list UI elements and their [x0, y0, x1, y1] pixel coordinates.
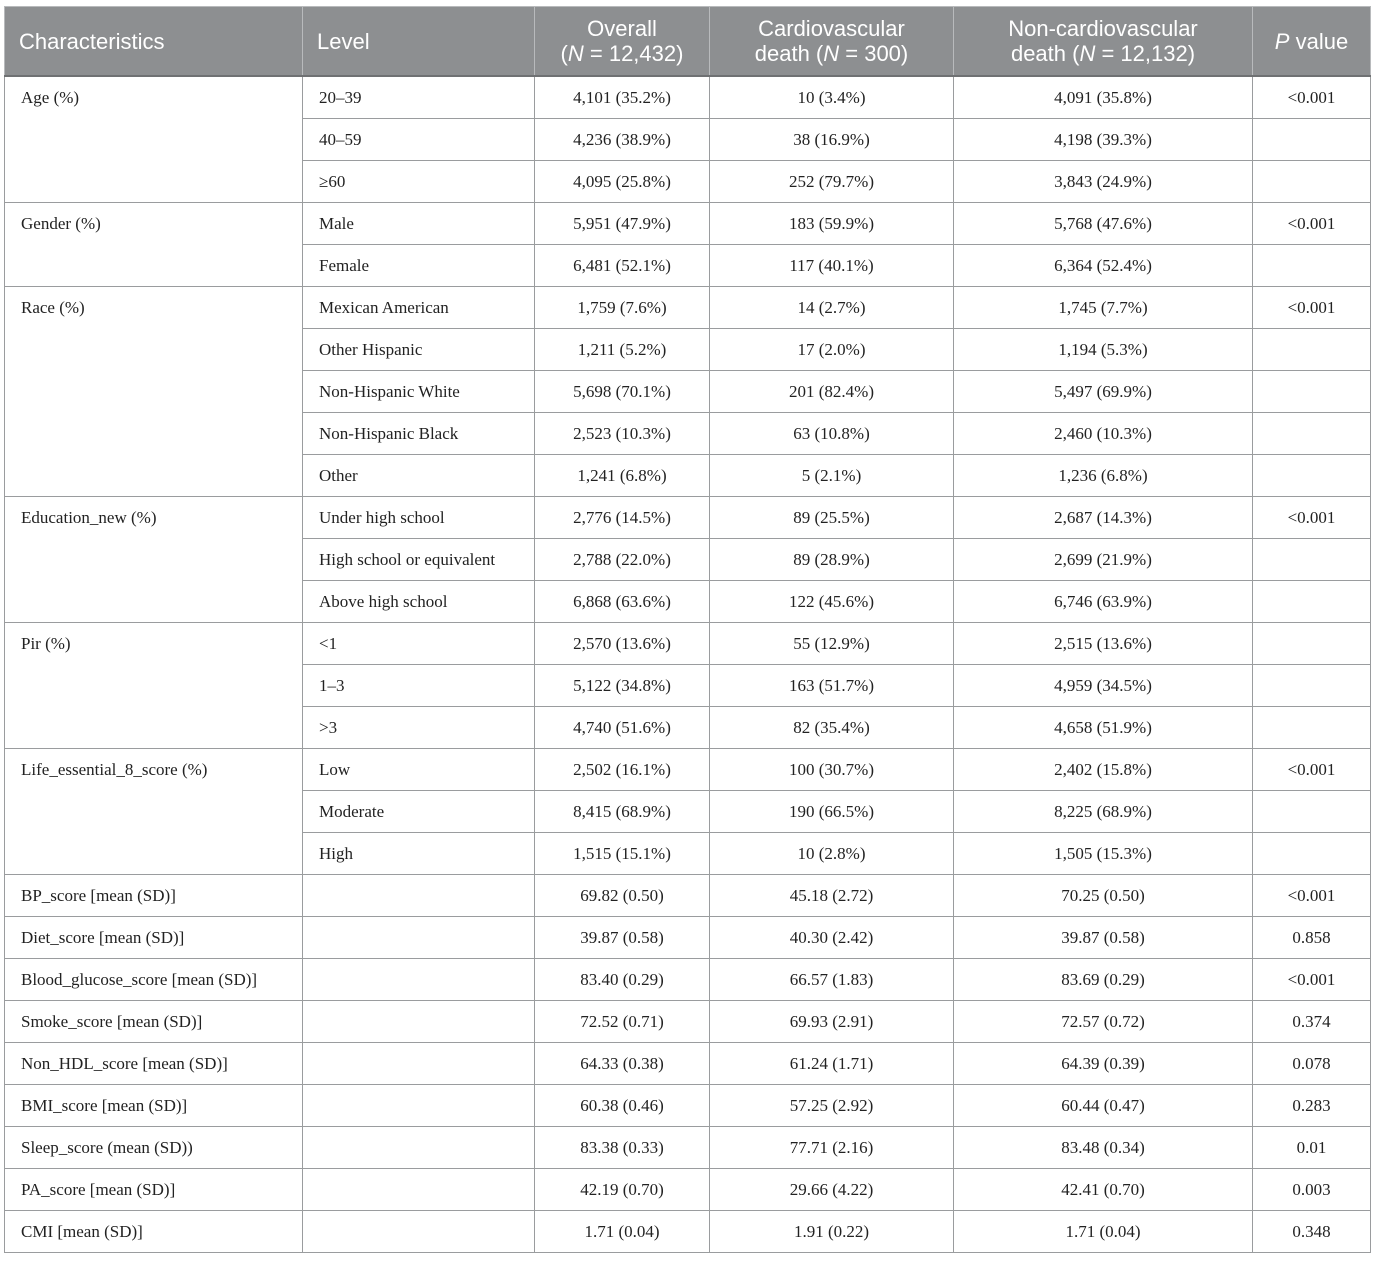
cell-overall: 2,776 (14.5%)	[535, 497, 710, 539]
cell-noncv-death: 6,746 (63.9%)	[954, 581, 1253, 623]
row-level	[303, 959, 535, 1001]
header-pvalue	[1253, 7, 1371, 77]
cell-pvalue: <0.001	[1253, 287, 1371, 329]
cell-noncv-death: 83.48 (0.34)	[954, 1127, 1253, 1169]
cell-pvalue: <0.001	[1253, 203, 1371, 245]
header-cv-pre: death (	[754, 41, 824, 66]
cell-pvalue	[1253, 623, 1371, 665]
cell-pvalue: <0.001	[1253, 875, 1371, 917]
cell-overall: 60.38 (0.46)	[535, 1085, 710, 1127]
row-level	[303, 1127, 535, 1169]
row-characteristic: Life_essential_8_score (%)	[5, 749, 303, 875]
cell-overall: 4,101 (35.2%)	[535, 76, 710, 119]
cell-cv-death: 14 (2.7%)	[710, 287, 954, 329]
header-noncv-line1: Non-cardiovascular	[1008, 16, 1198, 41]
table-row	[5, 959, 1371, 1001]
row-level: Above high school	[303, 581, 535, 623]
table-row	[5, 1127, 1371, 1169]
cell-noncv-death: 72.57 (0.72)	[954, 1001, 1253, 1043]
cell-cv-death: 82 (35.4%)	[710, 707, 954, 749]
row-level: Other	[303, 455, 535, 497]
cell-pvalue	[1253, 245, 1371, 287]
cell-pvalue: 0.374	[1253, 1001, 1371, 1043]
header-pvalue-rest: value	[1289, 28, 1349, 54]
cell-pvalue	[1253, 119, 1371, 161]
cell-overall: 64.33 (0.38)	[535, 1043, 710, 1085]
row-characteristic: Age (%)	[5, 76, 303, 203]
cell-noncv-death: 2,402 (15.8%)	[954, 749, 1253, 791]
row-level: Non-Hispanic White	[303, 371, 535, 413]
cell-overall: 42.19 (0.70)	[535, 1169, 710, 1211]
cell-cv-death: 1.91 (0.22)	[710, 1211, 954, 1253]
cell-noncv-death: 1,745 (7.7%)	[954, 287, 1253, 329]
cell-pvalue	[1253, 371, 1371, 413]
row-characteristic: Blood_glucose_score [mean (SD)]	[5, 959, 303, 1001]
cell-cv-death: 69.93 (2.91)	[710, 1001, 954, 1043]
cell-overall: 72.52 (0.71)	[535, 1001, 710, 1043]
cell-pvalue: <0.001	[1253, 749, 1371, 791]
row-level: High school or equivalent	[303, 539, 535, 581]
cell-overall: 4,236 (38.9%)	[535, 119, 710, 161]
cell-pvalue: <0.001	[1253, 959, 1371, 1001]
cell-noncv-death: 60.44 (0.47)	[954, 1085, 1253, 1127]
cell-pvalue	[1253, 539, 1371, 581]
cell-overall: 1,515 (15.1%)	[535, 833, 710, 875]
row-level: Male	[303, 203, 535, 245]
table-row	[5, 203, 1371, 245]
cell-cv-death: 61.24 (1.71)	[710, 1043, 954, 1085]
table-row	[5, 875, 1371, 917]
header-overall	[535, 7, 710, 77]
cell-cv-death: 55 (12.9%)	[710, 623, 954, 665]
cell-cv-death: 66.57 (1.83)	[710, 959, 954, 1001]
cell-cv-death: 100 (30.7%)	[710, 749, 954, 791]
cell-pvalue	[1253, 581, 1371, 623]
row-level: Non-Hispanic Black	[303, 413, 535, 455]
row-level: Moderate	[303, 791, 535, 833]
table-row	[5, 497, 1371, 539]
cell-cv-death: 122 (45.6%)	[710, 581, 954, 623]
cell-noncv-death: 4,198 (39.3%)	[954, 119, 1253, 161]
cell-overall: 2,788 (22.0%)	[535, 539, 710, 581]
table-row	[5, 1211, 1371, 1253]
cell-noncv-death: 1,194 (5.3%)	[954, 329, 1253, 371]
row-characteristic: BMI_score [mean (SD)]	[5, 1085, 303, 1127]
cell-overall: 69.82 (0.50)	[535, 875, 710, 917]
table-row	[5, 1043, 1371, 1085]
cell-pvalue: <0.001	[1253, 497, 1371, 539]
cell-cv-death: 57.25 (2.92)	[710, 1085, 954, 1127]
row-characteristic: PA_score [mean (SD)]	[5, 1169, 303, 1211]
row-level: Low	[303, 749, 535, 791]
header-noncv-n: N	[1079, 41, 1096, 66]
cell-noncv-death: 8,225 (68.9%)	[954, 791, 1253, 833]
cell-noncv-death: 64.39 (0.39)	[954, 1043, 1253, 1085]
table-row	[5, 749, 1371, 791]
cell-overall: 2,570 (13.6%)	[535, 623, 710, 665]
cell-cv-death: 252 (79.7%)	[710, 161, 954, 203]
cell-overall: 5,122 (34.8%)	[535, 665, 710, 707]
cell-noncv-death: 2,687 (14.3%)	[954, 497, 1253, 539]
cell-overall: 83.38 (0.33)	[535, 1127, 710, 1169]
row-level: <1	[303, 623, 535, 665]
cell-cv-death: 163 (51.7%)	[710, 665, 954, 707]
cell-overall: 6,868 (63.6%)	[535, 581, 710, 623]
row-characteristic: CMI [mean (SD)]	[5, 1211, 303, 1253]
row-level: Mexican American	[303, 287, 535, 329]
cell-pvalue: <0.001	[1253, 76, 1371, 119]
cell-cv-death: 29.66 (4.22)	[710, 1169, 954, 1211]
cell-cv-death: 77.71 (2.16)	[710, 1127, 954, 1169]
cell-noncv-death: 1,236 (6.8%)	[954, 455, 1253, 497]
cell-cv-death: 40.30 (2.42)	[710, 917, 954, 959]
header-cv-n: N	[823, 41, 840, 66]
cell-cv-death: 183 (59.9%)	[710, 203, 954, 245]
row-characteristic: Smoke_score [mean (SD)]	[5, 1001, 303, 1043]
table-header	[5, 7, 1371, 77]
cell-cv-death: 10 (3.4%)	[710, 76, 954, 119]
row-characteristic: Sleep_score (mean (SD))	[5, 1127, 303, 1169]
cell-overall: 1,759 (7.6%)	[535, 287, 710, 329]
cell-noncv-death: 2,699 (21.9%)	[954, 539, 1253, 581]
cell-pvalue	[1253, 791, 1371, 833]
table-row	[5, 917, 1371, 959]
cell-pvalue	[1253, 833, 1371, 875]
cell-noncv-death: 4,959 (34.5%)	[954, 665, 1253, 707]
cell-noncv-death: 2,460 (10.3%)	[954, 413, 1253, 455]
cell-cv-death: 89 (25.5%)	[710, 497, 954, 539]
row-characteristic: Gender (%)	[5, 203, 303, 287]
header-noncv-death	[954, 7, 1253, 77]
cell-pvalue: 0.348	[1253, 1211, 1371, 1253]
table-row	[5, 623, 1371, 665]
row-characteristic: Non_HDL_score [mean (SD)]	[5, 1043, 303, 1085]
row-level: High	[303, 833, 535, 875]
header-noncv-pre: death (	[1010, 41, 1080, 66]
cell-noncv-death: 83.69 (0.29)	[954, 959, 1253, 1001]
cell-pvalue	[1253, 161, 1371, 203]
cell-cv-death: 38 (16.9%)	[710, 119, 954, 161]
cell-noncv-death: 2,515 (13.6%)	[954, 623, 1253, 665]
table-row	[5, 76, 1371, 119]
row-characteristic: Diet_score [mean (SD)]	[5, 917, 303, 959]
table-body	[5, 76, 1371, 1253]
row-characteristic: Education_new (%)	[5, 497, 303, 623]
row-level	[303, 875, 535, 917]
cell-noncv-death: 4,658 (51.9%)	[954, 707, 1253, 749]
cell-cv-death: 190 (66.5%)	[710, 791, 954, 833]
cell-cv-death: 63 (10.8%)	[710, 413, 954, 455]
row-level	[303, 1211, 535, 1253]
row-level: ≥60	[303, 161, 535, 203]
header-overall-post: = 12,432)	[583, 41, 684, 66]
row-level	[303, 1043, 535, 1085]
cell-noncv-death: 4,091 (35.8%)	[954, 76, 1253, 119]
row-level: Other Hispanic	[303, 329, 535, 371]
row-characteristic: Pir (%)	[5, 623, 303, 749]
cell-pvalue	[1253, 413, 1371, 455]
characteristics-table	[4, 6, 1371, 1253]
header-overall-n: N	[567, 41, 584, 66]
cell-cv-death: 89 (28.9%)	[710, 539, 954, 581]
cell-cv-death: 45.18 (2.72)	[710, 875, 954, 917]
row-level: 1–3	[303, 665, 535, 707]
row-level: 40–59	[303, 119, 535, 161]
cell-cv-death: 201 (82.4%)	[710, 371, 954, 413]
cell-noncv-death: 5,768 (47.6%)	[954, 203, 1253, 245]
header-overall-pre: (	[560, 41, 568, 66]
table-row	[5, 1085, 1371, 1127]
cell-noncv-death: 1.71 (0.04)	[954, 1211, 1253, 1253]
cell-overall: 83.40 (0.29)	[535, 959, 710, 1001]
row-level: Female	[303, 245, 535, 287]
row-characteristic: BP_score [mean (SD)]	[5, 875, 303, 917]
cell-overall: 6,481 (52.1%)	[535, 245, 710, 287]
cell-noncv-death: 39.87 (0.58)	[954, 917, 1253, 959]
cell-pvalue	[1253, 329, 1371, 371]
cell-pvalue	[1253, 707, 1371, 749]
cell-overall: 5,698 (70.1%)	[535, 371, 710, 413]
cell-overall: 1.71 (0.04)	[535, 1211, 710, 1253]
table-row	[5, 1169, 1371, 1211]
cell-noncv-death: 5,497 (69.9%)	[954, 371, 1253, 413]
cell-pvalue: 0.078	[1253, 1043, 1371, 1085]
cell-cv-death: 117 (40.1%)	[710, 245, 954, 287]
cell-noncv-death: 1,505 (15.3%)	[954, 833, 1253, 875]
row-level	[303, 1085, 535, 1127]
cell-pvalue: 0.283	[1253, 1085, 1371, 1127]
row-level	[303, 1001, 535, 1043]
cell-pvalue: 0.01	[1253, 1127, 1371, 1169]
cell-cv-death: 5 (2.1%)	[710, 455, 954, 497]
header-pvalue-p: P	[1274, 28, 1290, 54]
cell-cv-death: 10 (2.8%)	[710, 833, 954, 875]
cell-noncv-death: 3,843 (24.9%)	[954, 161, 1253, 203]
cell-overall: 4,740 (51.6%)	[535, 707, 710, 749]
cell-noncv-death: 70.25 (0.50)	[954, 875, 1253, 917]
row-level	[303, 917, 535, 959]
row-level: 20–39	[303, 76, 535, 119]
cell-overall: 2,502 (16.1%)	[535, 749, 710, 791]
cell-pvalue	[1253, 665, 1371, 707]
header-overall-line1: Overall	[587, 16, 657, 41]
cell-pvalue: 0.858	[1253, 917, 1371, 959]
cell-overall: 4,095 (25.8%)	[535, 161, 710, 203]
cell-overall: 39.87 (0.58)	[535, 917, 710, 959]
table-row	[5, 1001, 1371, 1043]
cell-overall: 5,951 (47.9%)	[535, 203, 710, 245]
header-cv-death	[710, 7, 954, 77]
cell-noncv-death: 6,364 (52.4%)	[954, 245, 1253, 287]
row-level: Under high school	[303, 497, 535, 539]
header-cv-post: = 300)	[839, 41, 909, 66]
cell-overall: 2,523 (10.3%)	[535, 413, 710, 455]
header-cv-line1: Cardiovascular	[758, 16, 905, 41]
cell-noncv-death: 42.41 (0.70)	[954, 1169, 1253, 1211]
header-noncv-post: = 12,132)	[1095, 41, 1196, 66]
row-characteristic: Race (%)	[5, 287, 303, 497]
cell-overall: 1,241 (6.8%)	[535, 455, 710, 497]
cell-overall: 1,211 (5.2%)	[535, 329, 710, 371]
header-level: Level	[303, 7, 535, 77]
cell-overall: 8,415 (68.9%)	[535, 791, 710, 833]
cell-cv-death: 17 (2.0%)	[710, 329, 954, 371]
row-level	[303, 1169, 535, 1211]
table-row	[5, 287, 1371, 329]
cell-pvalue	[1253, 455, 1371, 497]
row-level: >3	[303, 707, 535, 749]
cell-pvalue: 0.003	[1253, 1169, 1371, 1211]
header-characteristics: Characteristics	[5, 7, 303, 77]
